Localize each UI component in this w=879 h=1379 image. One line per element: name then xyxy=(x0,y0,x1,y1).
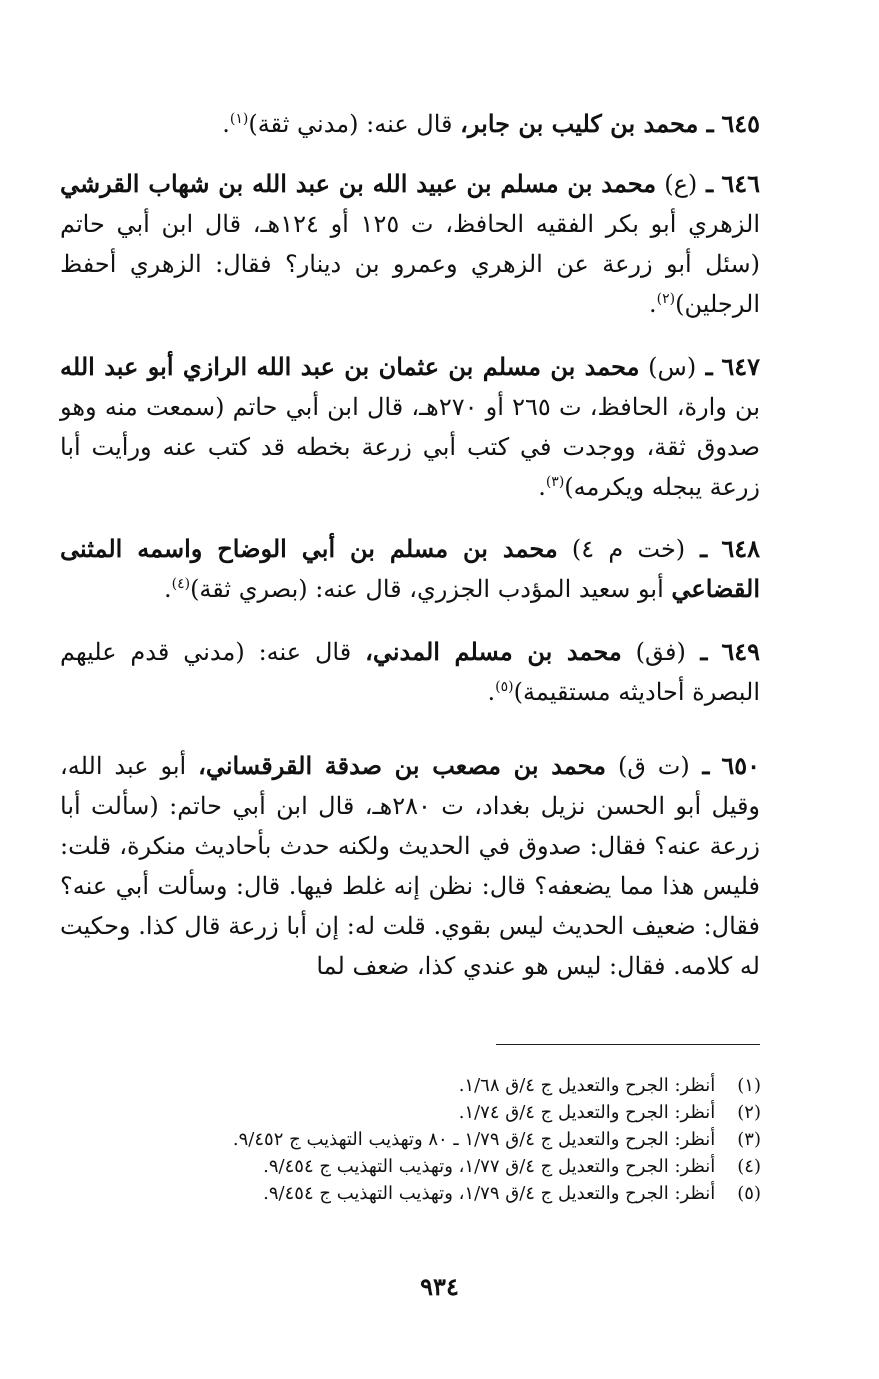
narrator-name: محمد بن مسلم المدني، xyxy=(365,637,622,666)
footnote-number: (٤) xyxy=(737,1156,761,1177)
entry-number: ٦٤٦ xyxy=(721,169,760,198)
footnote-item xyxy=(121,1126,761,1153)
entry-number: ٦٥٠ xyxy=(721,751,760,780)
footnote-item xyxy=(121,1099,761,1126)
footnotes xyxy=(121,1072,761,1207)
footnote-separator xyxy=(496,1044,760,1045)
entry-text: أبو عبد الله، وقيل أبو الحسن نزيل بغداد، ت ٢٨٠هـ، قال ابن أبي حاتم: (سألت أبا زرعة عنه؟ فقال: صدوق في الحديث ولكنه حدث بأحاديث منكرة، قلت: فليس هذا مما يضعفه؟ قال: نظن إنه غلط فيها. قال: وسألت أبي عنه؟ فقال: ضعيف الحديث ليس بقوي. قلت له: إن أبا زرعة قال كذا. وحكيت له كلامه. فقال: ليس هو عندي كذا، ضعف لما xyxy=(60,752,761,980)
footnote-item xyxy=(121,1072,761,1099)
narrator-name: محمد بن كليب بن جابر، xyxy=(460,109,699,138)
entry-number: ٦٤٧ xyxy=(721,352,760,381)
entry-647: ٦٤٧ ـ (س) محمد بن مسلم بن عثمان بن عبد الله الرازي أبو عبد الله بن وارة، الحافظ، ت ٢٦٥ أو ٢٧٠هـ، قال ابن أبي حاتم (سمعت منه وهو صدوق ثقة، ووجدت في كتب أبي زرعة بخطه قد كتب عنه ورأيت أبا زرعة يبجله ويكرمه)$^{(٣)}$. xyxy=(60,352,761,501)
page-number: ٩٣٤ xyxy=(420,1272,459,1301)
footnote-item xyxy=(121,1180,761,1207)
footnote-text: أنظر: الجرح والتعديل ج ٤/ق ١/٧٩، وتهذيب التهذيب ج ٩/٤٥٤. xyxy=(263,1183,716,1204)
footnote-number: (٥) xyxy=(737,1183,761,1204)
footnote-text: أنظر: الجرح والتعديل ج ٤/ق ١/٦٨. xyxy=(458,1075,716,1096)
entry-sigla: (ع) xyxy=(664,170,698,198)
narrator-name: محمد بن مصعب بن صدقة القرقساني، xyxy=(198,751,607,780)
entry-text: الزهري أبو بكر الفقيه الحافظ، ت ١٢٥ أو ١٢٤هـ، قال ابن أبي حاتم (سئل أبو زرعة عن الزهري وعمرو بن دينار؟ فقال: الزهري أحفظ الرجلين) xyxy=(60,210,760,318)
footnote-number: (١) xyxy=(737,1075,761,1096)
footnote-text: أنظر: الجرح والتعديل ج ٤/ق ١/٧٩ ـ ٨٠ وتهذيب التهذيب ج ٩/٤٥٢. xyxy=(232,1129,716,1150)
entry-sigla: (خت م ٤) xyxy=(571,535,686,563)
entry-text: بن وارة، الحافظ، ت ٢٦٥ أو ٢٧٠هـ، قال ابن أبي حاتم (سمعت منه وهو صدوق ثقة، ووجدت في كتب أبي زرعة بخطه قد كتب عنه ورأيت أبا زرعة يبجله ويكرمه) xyxy=(60,393,761,501)
footnote-text: أنظر: الجرح والتعديل ج ٤/ق ١/٧٤. xyxy=(458,1102,716,1123)
footnote-ref: (٣) xyxy=(545,474,565,490)
entry-text: قال عنه: (مدني قدم عليهم البصرة أحاديثه مستقيمة) xyxy=(60,638,760,706)
entry-645: ٦٤٥ ـ محمد بن كليب بن جابر، قال عنه: (مدني ثقة)$^{(١)}$. xyxy=(222,109,760,138)
entry-646: ٦٤٦ ـ (ع) محمد بن مسلم بن عبيد الله بن عبد الله بن شهاب القرشي الزهري أبو بكر الفقيه الحافظ، ت ١٢٥ أو ١٢٤هـ، قال ابن أبي حاتم (سئل أبو زرعة عن الزهري وعمرو بن دينار؟ فقال: الزهري أحفظ الرجلين)$^{(٢)}$. xyxy=(60,169,760,318)
entry-text: أبو سعيد المؤدب الجزري، قال عنه: (بصري ثقة) xyxy=(190,575,664,603)
entry-number: ٦٤٥ xyxy=(721,109,760,138)
entry-649: ٦٤٩ ـ (فق) محمد بن مسلم المدني، قال عنه: (مدني قدم عليهم البصرة أحاديثه مستقيمة)$^{(٥)}$. xyxy=(60,637,760,706)
entry-648: ٦٤٨ ـ (خت م ٤) محمد بن مسلم بن أبي الوضاح واسمه المثنى القضاعي أبو سعيد المؤدب الجزري، قال عنه: (بصري ثقة)$^{(٤)}$. xyxy=(60,534,760,603)
entry-650: ٦٥٠ ـ (ت ق) محمد بن مصعب بن صدقة القرقساني، أبو عبد الله، وقيل أبو الحسن نزيل بغداد، ت ٢٨٠هـ، قال ابن أبي حاتم: (سألت أبا زرعة عنه؟ فقال: صدوق في الحديث ولكنه حدث بأحاديث منكرة، قلت: فليس هذا مما يضعفه؟ قال: نظن إنه غلط فيها. قال: وسألت أبي عنه؟ فقال: ضعيف الحديث ليس بقوي. قلت له: إن أبا زرعة قال كذا. وحكيت له كلامه. فقال: ليس هو عندي كذا، ضعف لما xyxy=(60,751,761,980)
footnote-number: (٣) xyxy=(737,1129,761,1150)
entry-number: ٦٤٨ xyxy=(721,534,760,563)
footnote-text: أنظر: الجرح والتعديل ج ٤/ق ١/٧٧، وتهذيب التهذيب ج ٩/٤٥٤. xyxy=(263,1156,716,1177)
entry-sigla: (فق) xyxy=(635,638,686,666)
narrator-name: محمد بن مسلم بن عبيد الله بن عبد الله بن شهاب القرشي xyxy=(60,169,657,198)
footnote-ref: (١) xyxy=(229,111,249,127)
entry-number: ٦٤٩ xyxy=(721,637,760,666)
footnote-number: (٢) xyxy=(737,1102,761,1123)
footnote-ref: (٥) xyxy=(495,679,514,695)
entry-sigla: (س) xyxy=(648,353,697,381)
footnote-ref: (٤) xyxy=(171,576,191,592)
narrator-name: محمد بن مسلم بن عثمان بن عبد الله الرازي أبو عبد الله xyxy=(60,352,640,381)
entry-sigla: (ت ق) xyxy=(617,752,690,780)
footnote-ref: (٢) xyxy=(656,291,676,307)
narrator-name: محمد بن مسلم بن أبي الوضاح واسمه المثنى القضاعي xyxy=(60,534,760,603)
footnote-item xyxy=(121,1153,761,1180)
entry-text: قال عنه: (مدني ثقة) xyxy=(248,110,453,138)
